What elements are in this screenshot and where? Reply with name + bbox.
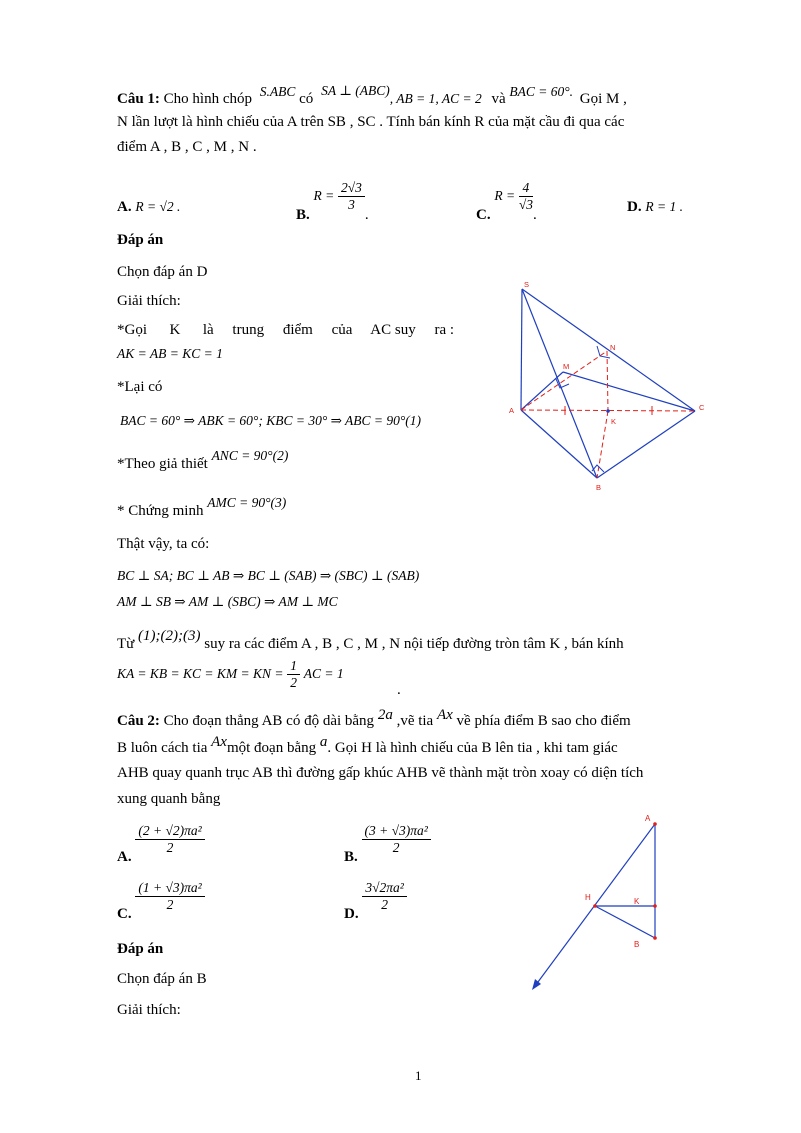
q1-statement-line2: N lần lượt là hình chiếu của A trên SB , SC . Tính bán kính R của mặt cầu đi qua các [117,114,625,130]
q1-step3 [117,448,289,473]
q2-line2-c: . Gọi H là hình chiếu của B lên tia , khi tam giác [327,740,618,756]
q1-option-c-label: C. [476,206,491,223]
label-A: A [509,406,515,415]
label-N: N [610,343,616,352]
q2-option-b-fraction [362,823,431,856]
q1-statement-line3: điểm A , B , C , M , N . [117,139,257,155]
q1-pyramid-figure [505,278,735,523]
q1-answer-heading: Đáp án [117,232,164,248]
q2-line1-a: Cho đoạn thẳng AB có độ dài bằng [163,713,375,729]
label-M: M [563,362,570,371]
segment-NK [607,351,608,411]
q2-line2-b: một đoạn bằng [226,740,317,756]
q1-step3-text: *Theo giả thiết [117,456,208,472]
q2-answer-heading: Đáp án [117,941,164,957]
q2-line2-a: B luôn cách tia [117,740,208,756]
q2-line2-a-symbol: a [319,734,328,750]
q1-option-c [476,172,537,223]
q1-option-c-den: √3 [518,197,533,212]
label-K: K [611,417,617,426]
q2-option-b-den: 2 [392,840,400,855]
point-K [606,409,610,413]
q1-option-c-pre: R = [494,187,516,203]
q2-option-c-fraction [135,880,204,913]
q1-step1-equation: AK = AB = KC = 1 [117,346,223,361]
q1-explain: Giải thích: [117,293,181,309]
q1-option-b-den: 3 [348,197,355,212]
q1-option-c-fraction [519,180,533,213]
q2-option-d [344,880,407,922]
segment-KB [597,411,608,478]
q1-option-c-post: . [533,206,537,223]
point-A [653,822,657,826]
label-S: S [524,280,530,289]
q2-ray: Ax [436,707,453,723]
q1-conclusion-refs: (1);(2);(3) [138,628,201,644]
q1-option-b-pre: R = [313,187,335,203]
q1-conclusion-eq-post: AC = 1 [303,665,344,681]
q1-step4-text: * Chứng minh [117,503,204,519]
right-angle-N [597,346,610,358]
q1-dashed-edges [521,351,695,478]
segment-HB [595,906,655,938]
q1-conclusion-dot: . [397,682,401,698]
q2-option-b [344,823,431,865]
q2-option-a-den: 2 [166,840,174,855]
label-C: C [699,403,705,412]
q2-option-a [117,823,205,865]
label-K: K [634,897,640,906]
segment-AN [521,351,607,410]
q1-proof-line2: AM ⊥ SB ⇒ AM ⊥ (SBC) ⇒ AM ⊥ MC [117,594,338,609]
q2-option-d-num: 3√2πa² [362,880,406,897]
q2-choice: Chọn đáp án B [117,971,207,987]
q2-statement-line1 [117,707,631,730]
q1-and: và [491,91,506,107]
q2-statement-line3: AHB quay quanh trục AB thì đường gấp khúc AHB vẽ thành mặt tròn xoay có diện tích [117,765,644,781]
q2-option-a-num: (2 + √2)πa² [135,823,204,840]
q1-conclusion-equation [117,658,344,691]
q1-conclusion-pre: Từ [117,636,135,652]
q1-conclusion-text: suy ra các điểm A , B , C , M , N nội tiếp đường tròn tâm K , bán kính [204,636,624,652]
page-number: 1 [415,1068,422,1083]
q2-line2-ray: Ax [211,734,227,750]
q2-statement-line2 [117,734,618,757]
q1-option-a [117,199,180,216]
q1-option-b-post: . [364,206,369,223]
edge-SC [522,289,695,411]
label-B: B [596,483,602,492]
q1-indeed: Thật vậy, ta có: [117,536,210,552]
q2-explain: Giải thích: [117,1002,181,1018]
q1-cond1: SA ⊥ (ABC) [321,83,390,98]
q2-option-a-label: A. [117,848,132,865]
q1-has: có [299,91,314,107]
label-A: A [645,814,651,823]
q1-point-labels [509,280,705,492]
q1-line1-tail: Gọi M , [579,91,627,107]
q2-option-d-den: 2 [381,897,388,912]
q2-label: Câu 2: [117,713,160,729]
q1-step1: *Gọi K là trung điểm của AC suy ra : [117,322,455,338]
q1-label: Câu 1: [117,91,160,107]
q1-option-b-label: B. [296,206,310,223]
q1-conclusion-den: 2 [290,675,297,690]
q2-option-d-label: D. [344,905,359,922]
q1-option-b-num: 2√3 [338,180,365,197]
q1-choice: Chọn đáp án D [117,264,208,280]
q2-line1-c: về phía điểm B sao cho điểm [456,713,631,729]
q1-points [606,409,610,413]
q1-option-d-label: D. [627,199,642,215]
label-H: H [585,893,591,902]
q1-conclusion [117,628,624,653]
q1-conclusion-num: 1 [287,658,300,675]
edge-SA [521,289,522,410]
edge-SB [522,289,597,478]
point-H [593,904,597,908]
segment-MC [563,372,695,411]
q1-option-d [627,199,683,216]
q1-option-b-fraction [338,180,365,213]
q2-option-b-label: B. [344,848,358,865]
q2-point-labels [585,814,651,949]
q2-option-a-fraction [135,823,204,856]
q1-option-a-label: A. [117,199,132,215]
q2-line1-b: ,vẽ tia [396,713,434,729]
q1-option-c-num: 4 [519,180,533,197]
q1-cond2: , AB = 1, AC = 2 [389,91,482,106]
q2-option-d-fraction [362,880,406,913]
q1-step2: *Lại có [117,379,163,395]
q2-option-b-num: (3 + √3)πa² [362,823,431,840]
q1-intro: Cho hình chóp [163,91,253,107]
q1-option-d-expr: R = 1 . [645,199,683,214]
q1-statement-line1 [117,83,627,108]
q1-step4 [117,495,287,520]
q2-length: 2a [377,707,393,723]
q1-option-a-expr: R = √2 . [135,199,181,214]
segment-AM [521,372,563,410]
q2-option-c-label: C. [117,905,132,922]
q1-pyramid: S.ABC [259,84,296,99]
q1-angle: BAC = 60°. [509,84,574,99]
label-B: B [634,940,640,949]
q2-option-c-num: (1 + √3)πa² [135,880,204,897]
point-K [653,904,657,908]
point-B [653,936,657,940]
q2-option-c [117,880,205,922]
q1-step4-equation: AMC = 90°(3) [207,495,287,510]
q2-option-c-den: 2 [166,897,174,912]
q2-figure [528,813,668,993]
q1-step3-equation: ANC = 90°(2) [211,448,289,463]
q1-conclusion-eq-pre: KA = KB = KC = KM = KN = [117,665,284,681]
q2-statement-line4: xung quanh bằng [117,791,221,807]
q1-step2-equation: BAC = 60° ⇒ ABK = 60°; KBC = 30° ⇒ ABC = 90°(1) [120,413,422,428]
q1-option-b [296,172,369,223]
edge-AB [521,410,597,478]
q1-proof-line1: BC ⊥ SA; BC ⊥ AB ⇒ BC ⊥ (SAB) ⇒ (SBC) ⊥ (SAB) [117,568,420,583]
q1-conclusion-fraction [287,658,300,691]
